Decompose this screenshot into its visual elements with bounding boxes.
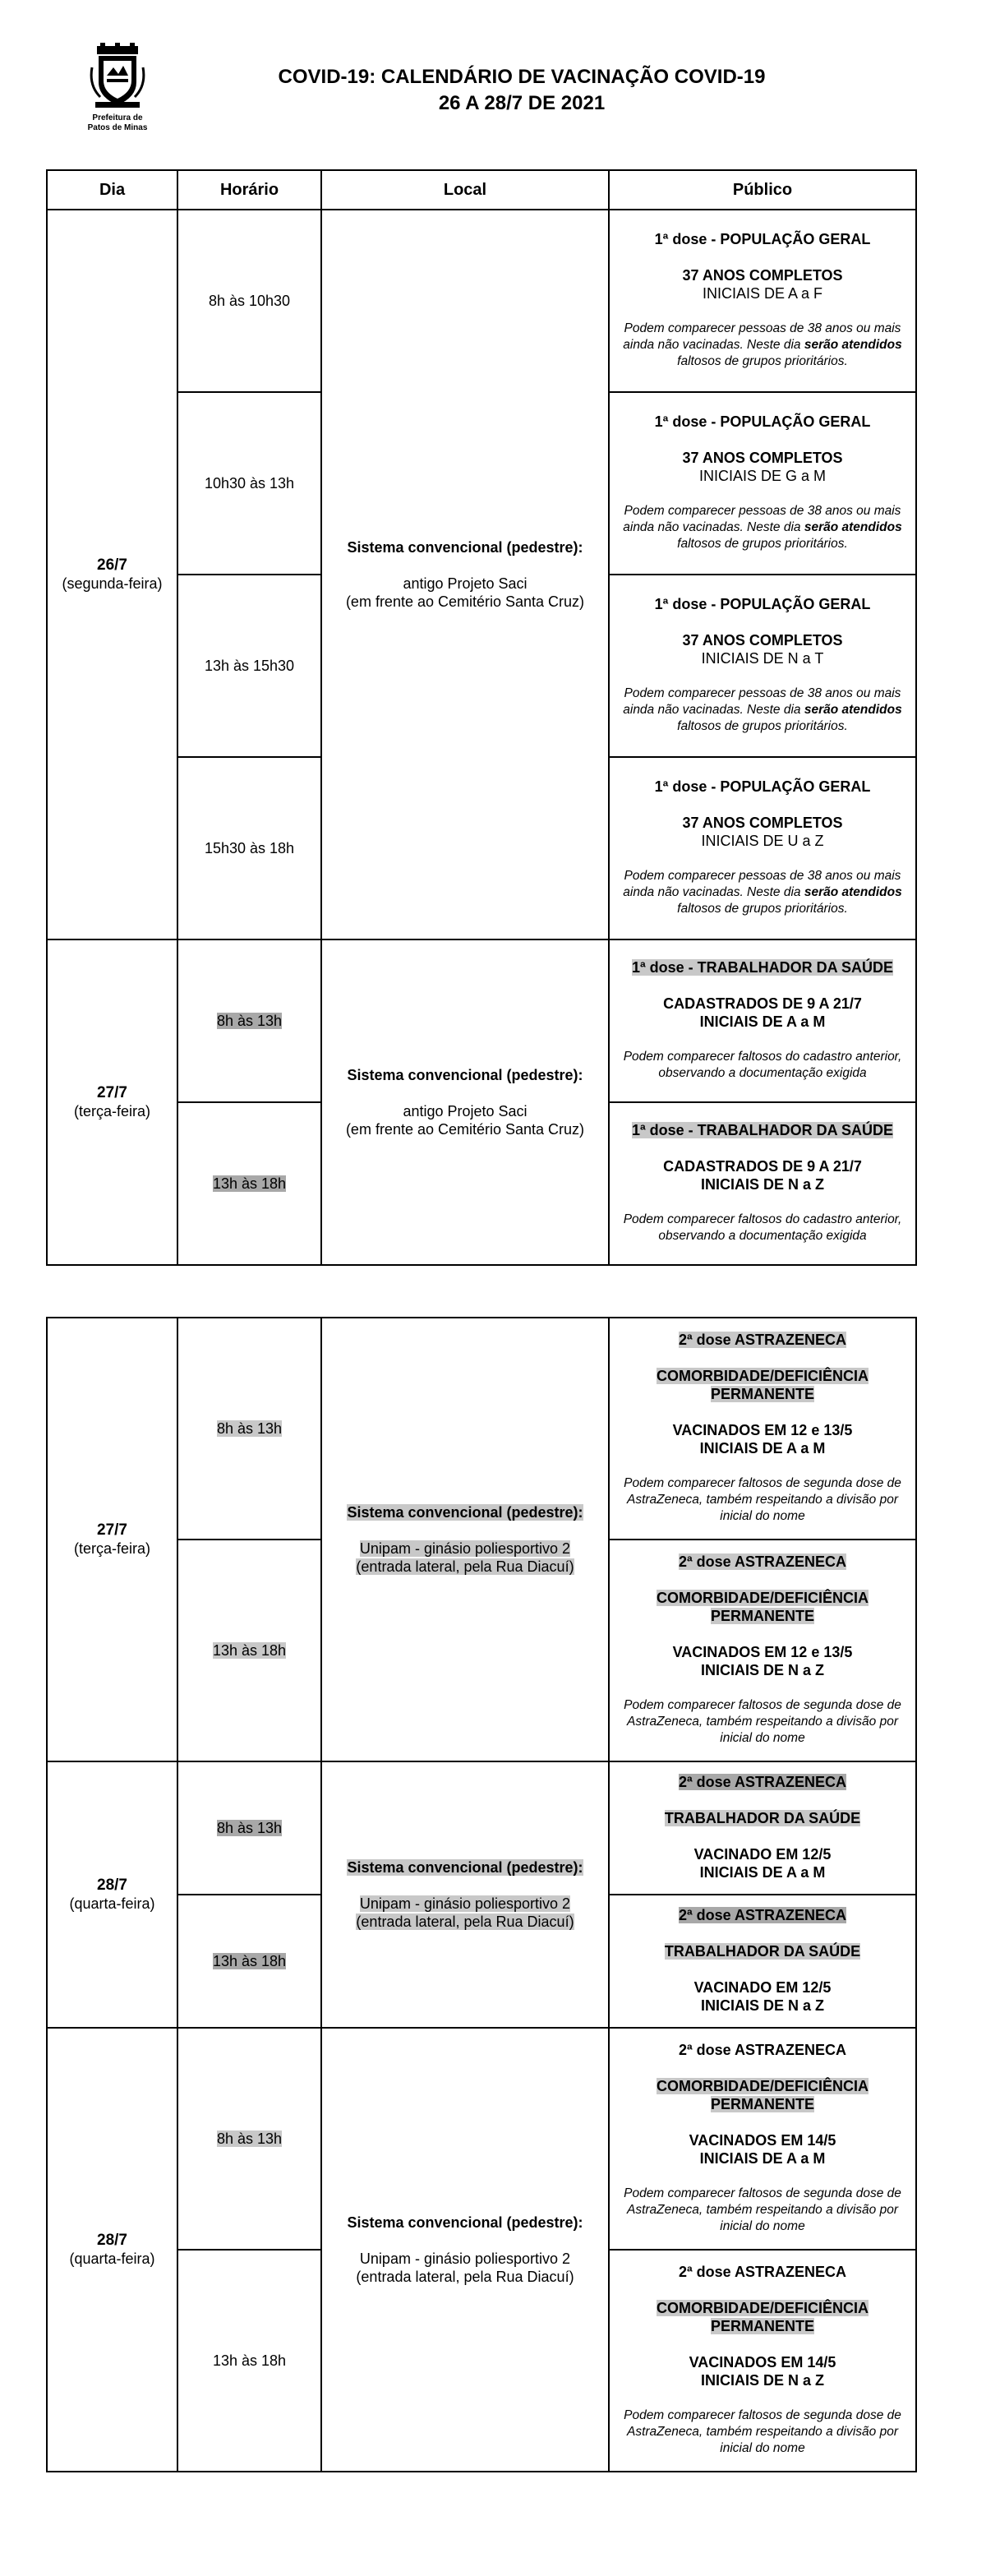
location-cell xyxy=(321,1318,609,1761)
vaccinated-label: VACINADOS EM 14/5 xyxy=(689,2354,836,2371)
initials-label: INICIAIS DE N a Z xyxy=(700,2372,825,2389)
schedule-table-1 xyxy=(46,169,917,1266)
public-cell xyxy=(609,1540,916,1761)
note-text: Podem comparecer faltosos de segunda dose de AstraZeneca, também respeitando a divisão por inicial do nome xyxy=(624,1476,901,1523)
day-cell xyxy=(47,1761,177,2028)
group-label: 37 ANOS COMPLETOS xyxy=(682,450,843,466)
dose-label: 1ª dose - TRABALHADOR DA SAÚDE xyxy=(631,959,893,976)
time-cell: 13h às 18h xyxy=(177,1102,321,1265)
initials-label: INICIAIS DE A a M xyxy=(699,1864,826,1881)
group-label-2: PERMANENTE xyxy=(710,2318,814,2334)
day-date: 27/7 xyxy=(97,1521,127,1539)
note-text: Podem comparecer pessoas de 38 anos ou mais ainda não vacinadas. Neste dia serão atendidos faltosos de grupos prioritários. xyxy=(623,869,902,916)
group-label: 37 ANOS COMPLETOS xyxy=(682,267,843,284)
table-row xyxy=(47,1761,916,1895)
location-detail: (entrada lateral, pela Rua Diacuí) xyxy=(356,1558,574,1575)
logo-text-1: Prefeitura de xyxy=(92,113,143,122)
dose-label: 1ª dose - TRABALHADOR DA SAÚDE xyxy=(631,1122,893,1138)
group-label: TRABALHADOR DA SAÚDE xyxy=(664,1810,861,1826)
col-header-dia: Dia xyxy=(47,170,177,210)
time-cell: 13h às 18h xyxy=(177,1540,321,1761)
vaccinated-label: VACINADO EM 12/5 xyxy=(693,1846,832,1863)
time-cell: 13h às 15h30 xyxy=(177,575,321,757)
note-text: Podem comparecer faltosos do cadastro anterior, observando a documentação exigida xyxy=(623,1212,902,1243)
group-label: CADASTRADOS DE 9 A 21/7 xyxy=(663,995,862,1012)
dose-label: 2ª dose ASTRAZENECA xyxy=(678,1332,847,1348)
day-weekday: (quarta-feira) xyxy=(69,1895,155,1912)
location-system: Sistema convencional (pedestre): xyxy=(347,1504,583,1521)
public-cell xyxy=(609,210,916,392)
group-label: TRABALHADOR DA SAÚDE xyxy=(664,1943,861,1960)
location-place: antigo Projeto Saci xyxy=(403,575,528,592)
col-header-local: Local xyxy=(321,170,609,210)
group-label: 37 ANOS COMPLETOS xyxy=(682,815,843,831)
public-cell xyxy=(609,2028,916,2250)
dose-label: 1ª dose - POPULAÇÃO GERAL xyxy=(654,413,871,430)
dose-label: 1ª dose - POPULAÇÃO GERAL xyxy=(654,778,871,795)
initials-label: INICIAIS DE A a M xyxy=(699,1440,826,1457)
table-row xyxy=(47,939,916,1102)
note-text: Podem comparecer pessoas de 38 anos ou mais ainda não vacinadas. Neste dia serão atendidos faltosos de grupos prioritários. xyxy=(623,686,902,733)
public-cell xyxy=(609,2250,916,2472)
dose-label: 2ª dose ASTRAZENECA xyxy=(678,1907,847,1923)
group-label: CADASTRADOS DE 9 A 21/7 xyxy=(663,1158,862,1175)
group-label-2: PERMANENTE xyxy=(710,1386,814,1402)
logo-text-2: Patos de Minas xyxy=(87,123,148,132)
public-cell xyxy=(609,575,916,757)
col-header-horario: Horário xyxy=(177,170,321,210)
public-cell xyxy=(609,757,916,939)
location-system: Sistema convencional (pedestre): xyxy=(347,1859,583,1876)
group-label: 37 ANOS COMPLETOS xyxy=(682,632,843,649)
day-date: 26/7 xyxy=(97,556,127,574)
dose-label: 1ª dose - POPULAÇÃO GERAL xyxy=(654,596,871,612)
initials-label: INICIAIS DE N a Z xyxy=(700,1662,825,1678)
day-cell xyxy=(47,1318,177,1761)
day-weekday: (terça-feira) xyxy=(73,1103,150,1119)
group-label: COMORBIDADE/DEFICIÊNCIA xyxy=(656,1368,869,1384)
dose-label: 2ª dose ASTRAZENECA xyxy=(678,1774,847,1790)
public-cell xyxy=(609,1761,916,1895)
vaccinated-label: VACINADOS EM 12 e 13/5 xyxy=(672,1422,853,1438)
group-label: COMORBIDADE/DEFICIÊNCIA xyxy=(656,2300,869,2316)
page-title xyxy=(0,64,986,117)
day-date: 28/7 xyxy=(97,1877,127,1894)
time-cell: 8h às 13h xyxy=(177,939,321,1102)
location-cell xyxy=(321,939,609,1265)
initials-label: INICIAIS DE A a M xyxy=(699,2150,826,2167)
note-text: Podem comparecer pessoas de 38 anos ou mais ainda não vacinadas. Neste dia serão atendidos faltosos de grupos prioritários. xyxy=(623,321,902,368)
location-cell xyxy=(321,210,609,939)
location-system: Sistema convencional (pedestre): xyxy=(347,539,583,556)
time-cell: 8h às 13h xyxy=(177,2028,321,2250)
location-detail: (entrada lateral, pela Rua Diacuí) xyxy=(356,1914,574,1930)
location-cell xyxy=(321,1761,609,2028)
table-header-row xyxy=(47,170,916,210)
vaccinated-label: VACINADO EM 12/5 xyxy=(693,1979,832,1996)
location-detail: (entrada lateral, pela Rua Diacuí) xyxy=(356,2269,574,2285)
title-line-2: 26 A 28/7 DE 2021 xyxy=(438,92,606,114)
day-date: 28/7 xyxy=(97,2232,127,2249)
initials-label: INICIAIS DE G a M xyxy=(698,468,827,484)
initials-label: INICIAIS DE U a Z xyxy=(701,833,824,849)
initials-label: INICIAIS DE N a Z xyxy=(700,1176,825,1193)
location-system: Sistema convencional (pedestre): xyxy=(347,2214,583,2231)
time-cell: 8h às 13h xyxy=(177,1761,321,1895)
table-row xyxy=(47,210,916,392)
time-cell: 15h30 às 18h xyxy=(177,757,321,939)
day-weekday: (quarta-feira) xyxy=(69,2251,155,2267)
time-cell: 13h às 18h xyxy=(177,2250,321,2472)
day-cell xyxy=(47,939,177,1265)
group-label-2: PERMANENTE xyxy=(710,2096,814,2112)
schedule-table-2 xyxy=(46,1317,917,2472)
location-system: Sistema convencional (pedestre): xyxy=(347,1067,583,1083)
table-row xyxy=(47,2028,916,2250)
day-weekday: (terça-feira) xyxy=(73,1540,150,1557)
initials-label: INICIAIS DE N a Z xyxy=(700,1997,825,2014)
dose-label: 2ª dose ASTRAZENECA xyxy=(678,2264,847,2280)
location-detail: (em frente ao Cemitério Santa Cruz) xyxy=(345,593,585,610)
group-label: COMORBIDADE/DEFICIÊNCIA xyxy=(656,1590,869,1606)
public-cell xyxy=(609,1102,916,1265)
initials-label: INICIAIS DE A a M xyxy=(699,1013,826,1030)
note-text: Podem comparecer pessoas de 38 anos ou mais ainda não vacinadas. Neste dia serão atendidos faltosos de grupos prioritários. xyxy=(623,504,902,551)
day-cell xyxy=(47,2028,177,2472)
location-detail: (em frente ao Cemitério Santa Cruz) xyxy=(345,1121,585,1138)
day-date: 27/7 xyxy=(97,1084,127,1101)
title-line-1: COVID-19: CALENDÁRIO DE VACINAÇÃO COVID-19 xyxy=(278,66,766,88)
group-label-2: PERMANENTE xyxy=(710,1608,814,1624)
time-cell: 8h às 10h30 xyxy=(177,210,321,392)
location-place: Unipam - ginásio poliesportivo 2 xyxy=(359,2251,571,2267)
day-weekday: (segunda-feira) xyxy=(62,575,163,592)
note-text: Podem comparecer faltosos de segunda dose de AstraZeneca, também respeitando a divisão por inicial do nome xyxy=(624,2186,901,2233)
group-label: COMORBIDADE/DEFICIÊNCIA xyxy=(656,2078,869,2094)
location-place: antigo Projeto Saci xyxy=(403,1103,528,1119)
vaccinated-label: VACINADOS EM 14/5 xyxy=(689,2132,836,2149)
note-text: Podem comparecer faltosos de segunda dose de AstraZeneca, também respeitando a divisão por inicial do nome xyxy=(624,2408,901,2455)
location-cell xyxy=(321,2028,609,2472)
time-cell: 10h30 às 13h xyxy=(177,392,321,575)
public-cell xyxy=(609,392,916,575)
time-cell: 13h às 18h xyxy=(177,1895,321,2028)
initials-label: INICIAIS DE N a T xyxy=(701,650,824,667)
table-row xyxy=(47,1318,916,1540)
dose-label: 1ª dose - POPULAÇÃO GERAL xyxy=(654,231,871,247)
col-header-publico: Público xyxy=(609,170,916,210)
public-cell xyxy=(609,939,916,1102)
public-cell xyxy=(609,1318,916,1540)
day-cell xyxy=(47,210,177,939)
dose-label: 2ª dose ASTRAZENECA xyxy=(678,2042,847,2058)
initials-label: INICIAIS DE A a F xyxy=(702,285,823,302)
location-place: Unipam - ginásio poliesportivo 2 xyxy=(359,1895,571,1912)
location-place: Unipam - ginásio poliesportivo 2 xyxy=(359,1540,571,1557)
dose-label: 2ª dose ASTRAZENECA xyxy=(678,1553,847,1570)
public-cell xyxy=(609,1895,916,2028)
note-text: Podem comparecer faltosos do cadastro anterior, observando a documentação exigida xyxy=(623,1050,902,1080)
vaccinated-label: VACINADOS EM 12 e 13/5 xyxy=(672,1644,853,1660)
time-cell: 8h às 13h xyxy=(177,1318,321,1540)
note-text: Podem comparecer faltosos de segunda dose de AstraZeneca, também respeitando a divisão por inicial do nome xyxy=(624,1698,901,1745)
